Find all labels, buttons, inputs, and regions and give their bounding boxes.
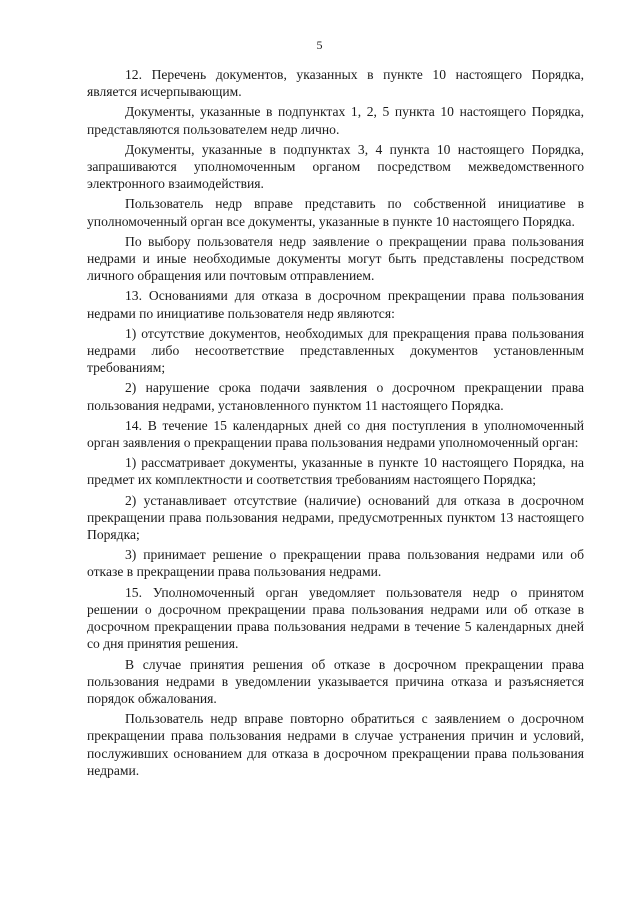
paragraph-repeat-application: Пользователь недр вправе повторно обратиться с заявлением о досрочном прекращении права пользования недрами в случае устранения причин и условий, послуживших основанием для отказа в досрочном прекращении права пользования недрами. [87,711,584,778]
page-number: 5 [316,38,323,52]
paragraph-refusal-reason: В случае принятия решения об отказе в досрочном прекращении права пользования недрами в уведомлении указывается причина отказа и разъясняется порядок обжалования. [87,656,584,706]
paragraph-documents-in-person: Документы, указанные в подпунктах 1, 2, 5 пункта 10 настоящего Порядка, представляются пользователем недр лично. [87,104,584,137]
paragraph-13-item-1: 1) отсутствие документов, необходимых для прекращения права пользования недрами либо несоответствие представленных документов установленным требованиям; [87,325,584,376]
paragraph-13-item-2: 2) нарушение срока подачи заявления о досрочном прекращении права пользования недрами, установленного пунктом 11 настоящего Порядка. [87,380,584,413]
paragraph-own-initiative: Пользователь недр вправе представить по собственной инициативе в уполномоченный орган все документы, указанные в пункте 10 настоящего Порядка. [87,196,584,229]
paragraph-submission-method: По выбору пользователя недр заявление о прекращении права пользования недрами и иные необходимые документы могут быть представлены посредством личного обращения или почтовым отправлением. [87,233,584,284]
paragraph-documents-requested: Документы, указанные в подпунктах 3, 4 пункта 10 настоящего Порядка, запрашиваются уполномоченным органом посредством межведомственного электронного взаимодействия. [87,141,584,192]
paragraph-12-list-exhaustive: 12. Перечень документов, указанных в пункте 10 настоящего Порядка, является исчерпывающим. [87,67,584,100]
paragraph-15-notification: 15. Уполномоченный орган уведомляет пользователя недр о принятом решении о досрочном прекращении права пользования недрами или об отказе в досрочном прекращении права пользования недрами в течение 5 календарных дней со дня принятия решения. [87,584,584,652]
paragraph-14-item-1: 1) рассматривает документы, указанные в пункте 10 настоящего Порядка, на предмет их комплектности и соответствия требованиям настоящего Порядка; [87,455,584,488]
paragraph-13-refusal-grounds: 13. Основаниями для отказа в досрочном прекращении права пользования недрами по инициативе пользователя недр являются: [87,288,584,321]
paragraph-14-review-period: 14. В течение 15 календарных дней со дня поступления в уполномоченный орган заявления о прекращении права пользования недрами уполномоченный орган: [87,417,584,451]
paragraph-14-item-3: 3) принимает решение о прекращении права пользования недрами или об отказе в прекращении права пользования недрами. [87,547,584,580]
document-body [87,66,584,782]
paragraph-14-item-2: 2) устанавливает отсутствие (наличие) оснований для отказа в досрочном прекращении права пользования недрами, предусмотренных пунктом 13 настоящего Порядка; [87,492,584,543]
